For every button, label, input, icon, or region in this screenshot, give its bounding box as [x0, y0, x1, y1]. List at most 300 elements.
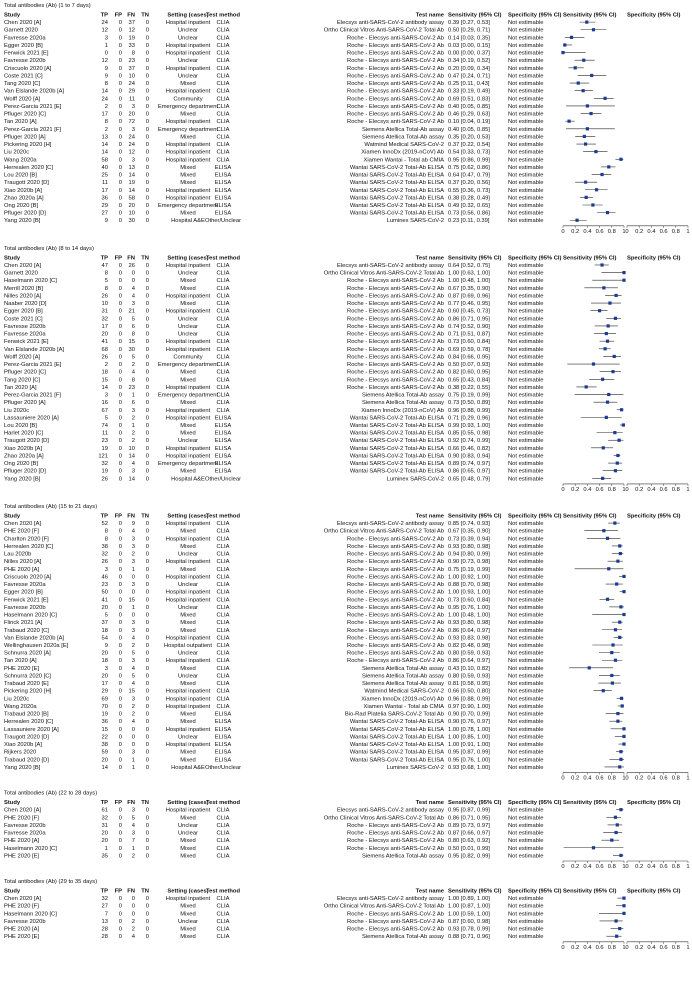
study-name: Yang 2020 [B]: [4, 218, 41, 225]
sensitivity-ci-value: 0.67 [0.35, 0.90]: [448, 528, 490, 535]
test-name-value: Siemens Atellica Total-Ab assay: [361, 126, 444, 133]
tp-value: 14: [101, 88, 108, 95]
tp-value: 9: [104, 65, 108, 72]
specificity-tick-label: 0.6: [659, 864, 668, 870]
fn-value: 4: [131, 665, 135, 672]
test-name-value: Wantai SARS-CoV-2 Total-Ab ELISA: [349, 461, 444, 468]
fn-value: 3: [131, 103, 135, 110]
panel-title: Total antibodies (Ab) (8 to 14 days): [4, 245, 94, 252]
test-method-value: Other/Unclear: [204, 218, 242, 225]
test-method-value: CLIA: [216, 681, 230, 688]
test-method-value: ELISA: [214, 415, 232, 422]
test-method-value: CLIA: [216, 620, 230, 627]
specificity-value: Not estimable: [508, 180, 544, 187]
fp-value: 0: [118, 50, 122, 57]
specificity-tick-label: 0.6: [659, 944, 668, 951]
specificity-value: Not estimable: [508, 331, 544, 338]
test-name-value: Roche - Elecsys anti-SARS-CoV-2 Ab: [347, 88, 444, 95]
sensitivity-ci-value: 0.03 [0.00, 0.15]: [448, 42, 490, 49]
fp-value: 0: [118, 853, 122, 860]
col-header-tp: TP: [100, 12, 108, 19]
test-method-value: CLIA: [216, 119, 230, 126]
sensitivity-tick-label: 0.2: [571, 228, 580, 235]
specificity-value: Not estimable: [508, 384, 544, 391]
point-estimate-marker: [619, 158, 622, 161]
specificity-value: Not estimable: [508, 278, 544, 285]
col-header-tn: TN: [141, 888, 149, 895]
fp-value: 0: [118, 331, 122, 338]
specificity-value: Not estimable: [508, 445, 544, 452]
tp-value: 61: [101, 807, 108, 814]
sensitivity-ci-value: 0.86 [0.71, 0.95]: [448, 316, 490, 323]
study-name: Schnurra 2020 [A]: [4, 650, 51, 657]
specificity-value: Not estimable: [508, 853, 544, 860]
test-name-value: Ortho Clinical Vitros Anti-SARS-CoV-2 Total Ab: [323, 815, 444, 822]
specificity-value: Not estimable: [508, 430, 544, 437]
fn-value: 0: [131, 574, 135, 581]
col-header-setting: Setting (cases): [167, 888, 209, 895]
fn-value: 1: [131, 566, 135, 573]
setting-value: Unclear: [178, 650, 198, 657]
point-estimate-marker: [616, 712, 619, 715]
sensitivity-tick-label: 0.6: [595, 944, 604, 951]
specificity-tick-label: 0.8: [671, 864, 680, 870]
point-estimate-marker: [616, 560, 619, 563]
tp-value: 2: [104, 126, 108, 133]
setting-value: Hospital outpatient: [163, 643, 213, 649]
tn-value: 0: [145, 597, 149, 604]
sensitivity-ci-value: 0.95 [0.82, 0.99]: [448, 853, 490, 860]
sensitivity-ci-value: 0.93 [0.83, 0.98]: [448, 635, 490, 642]
fp-value: 0: [118, 574, 122, 581]
test-name-value: Roche - Elecsys anti-SARS-CoV-2 Ab: [347, 822, 444, 829]
test-name-value: Xiamen InnoDx (2019-nCoV) Ab: [361, 407, 444, 414]
specificity-tick-label: 0.2: [635, 228, 644, 235]
sensitivity-ci-value: 0.95 [0.86, 0.99]: [448, 157, 490, 164]
sensitivity-ci-value: 0.86 [0.65, 0.97]: [448, 468, 490, 475]
specificity-value: Not estimable: [508, 650, 544, 657]
tn-value: 0: [145, 27, 149, 34]
tp-value: 22: [101, 734, 108, 741]
study-name: Favresse 2020b: [4, 918, 46, 925]
test-name-value: Luminex SARS-CoV-2: [386, 218, 444, 225]
study-name: Van Elslande 2020b [A]: [4, 88, 65, 95]
col-header-fn: FN: [127, 888, 135, 895]
study-name: PHE 2020 [F]: [4, 815, 39, 822]
fp-value: 0: [118, 650, 122, 657]
point-estimate-marker: [585, 21, 588, 24]
point-estimate-marker: [601, 477, 604, 480]
test-method-value: CLIA: [216, 392, 230, 399]
point-estimate-marker: [607, 324, 610, 327]
panel-title: Total antibodies (Ab) (15 to 21 days): [4, 503, 98, 510]
test-name-value: Elecsys anti-SARS-CoV-2 antibody assay: [337, 521, 444, 528]
test-name-value: Roche - Elecsys anti-SARS-CoV-2 Ab: [347, 285, 444, 292]
test-name-value: Roche - Elecsys anti-SARS-CoV-2 Ab: [347, 384, 444, 391]
sensitivity-ci-value: 0.66 [0.50, 0.80]: [448, 688, 490, 695]
fn-value: 3: [131, 559, 135, 566]
setting-value: Mixed: [180, 665, 196, 672]
setting-value: Emergency department: [157, 362, 219, 369]
setting-value: Hospital inpatient: [165, 308, 211, 315]
tn-value: 0: [145, 612, 149, 619]
setting-value: Unclear: [178, 551, 198, 558]
fn-value: 72: [128, 119, 135, 126]
fn-value: 14: [128, 172, 135, 179]
fn-value: 1: [131, 604, 135, 611]
test-name-value: Roche - Elecsys anti-SARS-CoV-2 Ab: [347, 316, 444, 323]
test-method-value: CLIA: [216, 103, 230, 110]
plot-header-sensitivity: Sensitivity (95% CI): [563, 800, 617, 807]
tp-value: 38: [101, 742, 108, 749]
specificity-value: Not estimable: [508, 742, 544, 749]
setting-value: Mixed: [180, 377, 196, 384]
specificity-value: Not estimable: [508, 461, 544, 468]
tn-value: 0: [145, 210, 149, 217]
sensitivity-tick-label: 1: [622, 775, 626, 782]
specificity-value: Not estimable: [508, 210, 544, 217]
point-estimate-marker: [606, 401, 609, 404]
test-method-value: CLIA: [216, 20, 230, 27]
setting-value: Hospital inpatient: [165, 703, 211, 710]
study-name: Favresse 2020b: [4, 58, 46, 65]
test-method-value: ELISA: [214, 757, 232, 764]
tp-value: 24: [101, 96, 108, 103]
setting-value: Mixed: [180, 853, 196, 860]
fp-value: 0: [118, 830, 122, 837]
fp-value: 0: [118, 218, 122, 225]
test-name-value: Roche - Elecsys anti-SARS-CoV-2 Ab: [347, 369, 444, 376]
specificity-tick-label: 0.4: [647, 486, 656, 493]
sensitivity-ci-value: 0.73 [0.50, 0.89]: [448, 400, 490, 407]
fp-value: 0: [118, 73, 122, 80]
point-estimate-marker: [586, 104, 589, 107]
test-method-value: ELISA: [214, 711, 232, 718]
test-method-value: CLIA: [216, 838, 230, 845]
test-method-value: CLIA: [216, 830, 230, 837]
fn-value: 2: [131, 711, 135, 718]
study-name: Traugott 2020 [D]: [4, 438, 49, 445]
fp-value: 0: [118, 438, 122, 445]
test-name-value: Roche - Elecsys anti-SARS-CoV-2 Ab: [347, 278, 444, 285]
study-name: Nilles 2020 [A]: [4, 559, 42, 566]
setting-value: Hospital inpatient: [165, 688, 211, 695]
sensitivity-ci-value: 0.99 [0.93, 1.00]: [448, 423, 490, 429]
fp-value: 0: [118, 665, 122, 672]
test-method-value: CLIA: [216, 81, 230, 88]
specificity-tick-label: 0.2: [635, 944, 644, 951]
study-name: Zhao 2020a [A]: [4, 453, 44, 460]
fn-value: 30: [128, 218, 135, 225]
col-header-tp: TP: [100, 800, 108, 807]
specificity-value: Not estimable: [508, 574, 544, 581]
test-method-value: CLIA: [216, 369, 230, 376]
setting-value: Hospital inpatient: [165, 726, 211, 733]
fp-value: 0: [118, 845, 122, 852]
setting-value: Hospital inpatient: [165, 696, 211, 703]
test-name-value: Roche - Elecsys anti-SARS-CoV-2 Ab: [347, 354, 444, 361]
tn-value: 0: [145, 934, 149, 941]
point-estimate-marker: [622, 897, 625, 900]
test-name-value: Wantai SARS-CoV-2 Total-Ab ELISA: [349, 172, 444, 179]
setting-value: Emergency department: [157, 392, 219, 399]
setting-value: Hospital inpatient: [165, 42, 211, 49]
sensitivity-tick-label: 0.8: [607, 944, 616, 951]
study-name: Trabaud 2020 [B]: [4, 711, 49, 718]
tp-value: 9: [104, 643, 108, 649]
specificity-value: Not estimable: [508, 415, 544, 422]
test-method-value: CLIA: [216, 354, 230, 361]
setting-value: Unclear: [178, 604, 198, 611]
test-name-value: Siemens Atellica Total-Ab assay: [361, 665, 444, 672]
test-method-value: ELISA: [214, 430, 232, 437]
fn-value: 20: [128, 111, 135, 118]
tn-value: 0: [145, 119, 149, 126]
test-name-value: Roche - Elecsys anti-SARS-CoV-2 Ab: [347, 81, 444, 88]
test-name-value: Siemens Atellica Total-Ab assay: [361, 392, 444, 399]
study-name: Harlet 2020 [C]: [4, 430, 43, 437]
sensitivity-tick-label: 0.4: [583, 486, 592, 493]
test-method-value: CLIA: [216, 316, 230, 323]
plot-header-sensitivity: Sensitivity (95% CI): [563, 12, 617, 19]
specificity-tick-label: 0.8: [671, 228, 680, 235]
tn-value: 0: [145, 643, 149, 649]
test-name-value: Luminex SARS-CoV-2: [386, 476, 444, 483]
tn-value: 0: [145, 926, 149, 933]
col-header-study: Study: [4, 255, 21, 262]
test-method-value: CLIA: [216, 270, 230, 277]
tp-value: 36: [101, 195, 108, 202]
fp-value: 0: [118, 203, 122, 209]
setting-value: Mixed: [180, 285, 196, 292]
fp-value: 0: [118, 270, 122, 277]
fn-value: 0: [131, 270, 135, 277]
specificity-value: Not estimable: [508, 27, 544, 34]
tn-value: 0: [145, 620, 149, 627]
point-estimate-marker: [602, 689, 605, 692]
fp-value: 0: [118, 566, 122, 573]
fn-value: 0: [131, 589, 135, 596]
fn-value: 37: [128, 65, 135, 72]
setting-value: Hospital inpatient: [165, 339, 211, 346]
specificity-value: Not estimable: [508, 203, 544, 209]
point-estimate-marker: [583, 135, 586, 138]
sensitivity-ci-value: 0.89 [0.74, 0.97]: [448, 461, 490, 468]
fp-value: 0: [118, 377, 122, 384]
setting-value: Hospital inpatient: [165, 635, 211, 642]
study-name: Pickering 2020 [H]: [4, 688, 52, 695]
setting-value: Hospital A&E: [171, 218, 205, 225]
test-method-value: CLIA: [216, 822, 230, 829]
study-name: Liu 2020c: [4, 149, 30, 156]
tp-value: 41: [101, 597, 108, 604]
point-estimate-marker: [622, 613, 625, 616]
study-name: Pickering 2020 [H]: [4, 142, 52, 149]
fn-value: 19: [128, 35, 135, 42]
specificity-value: Not estimable: [508, 582, 544, 589]
sensitivity-ci-value: 0.95 [0.76, 1.00]: [448, 757, 490, 764]
test-name-value: Roche - Elecsys anti-SARS-CoV-2 Ab: [347, 627, 444, 634]
test-method-value: CLIA: [216, 50, 230, 57]
tn-value: 0: [145, 845, 149, 852]
sensitivity-ci-value: 1.00 [0.59, 1.00]: [448, 911, 490, 918]
fp-value: 0: [118, 415, 122, 422]
study-name: Liu 2020c: [4, 407, 30, 414]
test-name-value: Roche - Elecsys anti-SARS-CoV-2 Ab: [347, 597, 444, 604]
fn-value: 8: [131, 331, 135, 338]
test-name-value: Roche - Elecsys anti-SARS-CoV-2 Ab: [347, 65, 444, 72]
sensitivity-ci-value: 0.73 [0.60, 0.84]: [448, 339, 490, 346]
sensitivity-ci-value: 0.88 [0.71, 0.96]: [448, 934, 490, 941]
specificity-value: Not estimable: [508, 830, 544, 837]
panel-title: Total antibodies (Ab) (29 to 35 days): [4, 879, 98, 885]
study-name: PHE 2020 [E]: [4, 934, 40, 941]
sensitivity-tick-label: 1: [622, 944, 626, 951]
fn-value: 4: [131, 681, 135, 688]
fn-value: 2: [131, 362, 135, 369]
point-estimate-marker: [600, 173, 603, 176]
sensitivity-ci-value: 0.87 [0.66, 0.97]: [448, 830, 490, 837]
fn-value: 3: [131, 582, 135, 589]
study-name: Ong 2020 [B]: [4, 203, 39, 209]
tp-value: 24: [101, 20, 108, 27]
fn-value: 14: [128, 187, 135, 194]
specificity-value: Not estimable: [508, 20, 544, 27]
fn-value: 3: [131, 157, 135, 164]
specificity-value: Not estimable: [508, 719, 544, 726]
tp-value: 68: [101, 346, 108, 353]
sensitivity-ci-value: 0.95 [0.87, 0.99]: [448, 807, 490, 814]
sensitivity-ci-value: 1.00 [0.48, 1.00]: [448, 612, 490, 619]
setting-value: Emergency department: [157, 126, 219, 133]
study-name: Haselmann 2020 [C]: [4, 612, 57, 619]
tn-value: 0: [145, 536, 149, 543]
test-name-value: Luminex SARS-CoV-2: [386, 764, 444, 771]
sensitivity-tick-label: 0.2: [571, 944, 580, 951]
study-name: Lassauniere 2020 [A]: [4, 726, 59, 733]
fp-value: 0: [118, 210, 122, 217]
specificity-tick-label: 0.4: [647, 864, 656, 870]
test-method-value: CLIA: [216, 384, 230, 391]
sensitivity-tick-label: 0.4: [583, 864, 592, 870]
specificity-tick-label: 0.8: [671, 944, 680, 951]
point-estimate-marker: [616, 720, 619, 723]
fp-value: 0: [118, 597, 122, 604]
study-name: Haselmann 2020 [C]: [4, 911, 57, 918]
point-estimate-marker: [595, 188, 598, 191]
specificity-value: Not estimable: [508, 521, 544, 528]
fn-value: 5: [131, 815, 135, 822]
fn-value: 3: [131, 627, 135, 634]
test-method-value: CLIA: [216, 665, 230, 672]
point-estimate-marker: [622, 279, 625, 282]
fp-value: 0: [118, 896, 122, 903]
specificity-value: Not estimable: [508, 911, 544, 918]
sensitivity-ci-value: 0.95 [0.87, 0.99]: [448, 749, 490, 756]
test-method-value: CLIA: [216, 262, 230, 269]
tn-value: 0: [145, 218, 149, 225]
point-estimate-marker: [616, 823, 619, 826]
tn-value: 0: [145, 346, 149, 353]
specificity-value: Not estimable: [508, 627, 544, 634]
sensitivity-ci-value: 1.00 [0.78, 1.00]: [448, 726, 490, 733]
setting-value: Hospital inpatient: [165, 896, 211, 903]
test-method-value: CLIA: [216, 278, 230, 285]
fn-value: 3: [131, 468, 135, 475]
point-estimate-marker: [606, 211, 609, 214]
specificity-value: Not estimable: [508, 845, 544, 852]
test-method-value: CLIA: [216, 673, 230, 680]
tn-value: 0: [145, 764, 149, 771]
sensitivity-ci-value: 0.95 [0.76, 1.00]: [448, 604, 490, 611]
sensitivity-ci-value: 0.65 [0.48, 0.79]: [448, 476, 490, 483]
sensitivity-ci-value: 0.10 [0.04, 0.19]: [448, 119, 490, 126]
test-method-value: CLIA: [216, 521, 230, 528]
tp-value: 2: [104, 362, 108, 369]
fn-value: 1: [131, 764, 135, 771]
fp-value: 0: [118, 911, 122, 918]
setting-value: Mixed: [180, 528, 196, 535]
test-name-value: Ortho Clinical Vitros Anti-SARS-CoV-2 Total Ab: [323, 903, 444, 910]
tn-value: 0: [145, 88, 149, 95]
tn-value: 0: [145, 195, 149, 202]
setting-value: Hospital inpatient: [165, 453, 211, 460]
test-method-value: CLIA: [216, 845, 230, 852]
setting-value: Mixed: [180, 911, 196, 918]
study-name: Wolff 2020 [A]: [4, 96, 41, 103]
point-estimate-marker: [592, 28, 595, 31]
fp-value: 0: [118, 278, 122, 285]
test-name-value: Roche - Elecsys anti-SARS-CoV-2 Ab: [347, 566, 444, 573]
test-name-value: Wantai SARS-CoV-2 Total-Ab ELISA: [349, 164, 444, 171]
setting-value: Unclear: [178, 673, 198, 680]
test-method-value: CLIA: [216, 582, 230, 589]
point-estimate-marker: [598, 309, 601, 312]
specificity-value: Not estimable: [508, 896, 544, 903]
specificity-value: Not estimable: [508, 346, 544, 353]
tn-value: 0: [145, 688, 149, 695]
col-header-fn: FN: [127, 800, 135, 807]
sensitivity-ci-value: 0.37 [0.20, 0.56]: [448, 180, 490, 187]
tn-value: 0: [145, 180, 149, 187]
study-name: Perez-Garcia 2021 [F]: [4, 392, 62, 399]
specificity-tick-label: 0.8: [671, 775, 680, 782]
tp-value: 121: [98, 453, 108, 460]
sensitivity-ci-value: 0.00 [0.00, 0.37]: [448, 50, 490, 57]
fn-value: 29: [128, 88, 135, 95]
col-header-tn: TN: [141, 12, 149, 19]
col-header-sensitivity: Sensitivity (95% CI): [448, 255, 502, 262]
point-estimate-marker: [614, 317, 617, 320]
tp-value: 11: [101, 430, 108, 437]
setting-value: Hospital inpatient: [165, 142, 211, 149]
tp-value: 31: [101, 308, 108, 315]
specificity-tick-label: 0.4: [647, 944, 656, 951]
fp-value: 0: [118, 293, 122, 300]
sensitivity-ci-value: 0.90 [0.73, 0.98]: [448, 559, 490, 566]
col-header-tp: TP: [100, 255, 108, 262]
tn-value: 0: [145, 111, 149, 118]
specificity-value: Not estimable: [508, 643, 544, 649]
test-method-value: CLIA: [216, 911, 230, 918]
tn-value: 0: [145, 134, 149, 141]
col-header-test-name: Test name: [415, 800, 444, 807]
fn-value: 1: [131, 423, 135, 429]
test-name-value: Roche - Elecsys anti-SARS-CoV-2 Ab: [347, 58, 444, 65]
test-name-value: Roche - Elecsys anti-SARS-CoV-2 Ab: [347, 301, 444, 308]
setting-value: Mixed: [180, 681, 196, 688]
fn-value: 1: [131, 392, 135, 399]
